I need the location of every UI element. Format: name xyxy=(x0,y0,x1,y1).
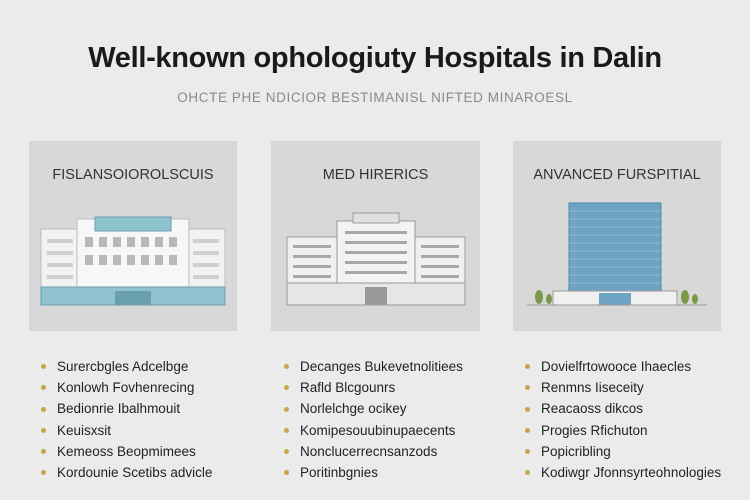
list-item: Keuisxsit xyxy=(41,420,212,441)
list-item: Komipesouubinupaecents xyxy=(284,420,463,441)
feature-list-3 xyxy=(525,356,721,483)
list-item: Surercbgles Adcelbge xyxy=(41,356,212,377)
hospital-card-label: MED HIRERICS xyxy=(322,167,429,183)
list-item: Konlowh Fovhenrecing xyxy=(41,377,212,398)
bullet-icon xyxy=(41,470,46,475)
list-item: Renmns Iiseceity xyxy=(525,377,721,398)
bullet-icon xyxy=(41,364,46,369)
list-item: Kordounie Scetibs advicle xyxy=(41,462,212,483)
bullet-icon xyxy=(525,428,530,433)
bullet-icon xyxy=(284,428,289,433)
bullet-icon xyxy=(284,449,289,454)
list-item: Bedionrie Ibalhmouit xyxy=(41,398,212,419)
list-item: Norlelchge ocikey xyxy=(284,398,463,419)
bullet-icon xyxy=(41,385,46,390)
bullet-icon xyxy=(41,407,46,412)
page-title: Well-known ophologiuty Hospitals in Dalin xyxy=(88,42,662,74)
bullet-icon xyxy=(284,385,289,390)
list-item: Progies Rfichuton xyxy=(525,420,721,441)
bullet-icon xyxy=(525,385,530,390)
hospital-card-label: FISLANSOIOROLSCUIS xyxy=(52,167,214,183)
bullet-icon xyxy=(525,470,530,475)
hospital-card-label: ANVANCED FURSPITIAL xyxy=(533,167,701,183)
hospital-building-illustration xyxy=(271,141,480,331)
bullet-icon xyxy=(41,449,46,454)
bullet-icon xyxy=(284,407,289,412)
list-item: Poritinbgnies xyxy=(284,462,463,483)
list-item: Kodiwgr Jfonnsyrteohnologies xyxy=(525,462,721,483)
bullet-icon xyxy=(525,407,530,412)
bullet-icon xyxy=(525,364,530,369)
hospital-card-2 xyxy=(271,141,480,331)
hospital-card-1 xyxy=(29,141,237,331)
feature-list-2 xyxy=(284,356,463,483)
list-item: Decanges Bukevetnolitiees xyxy=(284,356,463,377)
feature-list-1 xyxy=(41,356,212,483)
bullet-icon xyxy=(284,364,289,369)
page-subtitle: OHCTE PHE NDICIOR BESTIMANISL NIFTED MINAROESL xyxy=(177,90,573,105)
hospital-building-illustration xyxy=(29,141,237,331)
bullet-icon xyxy=(525,449,530,454)
list-item: Reacaoss dikcos xyxy=(525,398,721,419)
hospital-building-illustration xyxy=(513,141,721,331)
bullet-icon xyxy=(284,470,289,475)
bullet-icon xyxy=(41,428,46,433)
list-item: Rafld Blcgounrs xyxy=(284,377,463,398)
list-item: Popicribling xyxy=(525,441,721,462)
list-item: Dovielfrtowooce Ihaecles xyxy=(525,356,721,377)
list-item: Nonclucerrecnsanzods xyxy=(284,441,463,462)
list-item: Kemeoss Beopmimees xyxy=(41,441,212,462)
hospital-card-3 xyxy=(513,141,721,331)
